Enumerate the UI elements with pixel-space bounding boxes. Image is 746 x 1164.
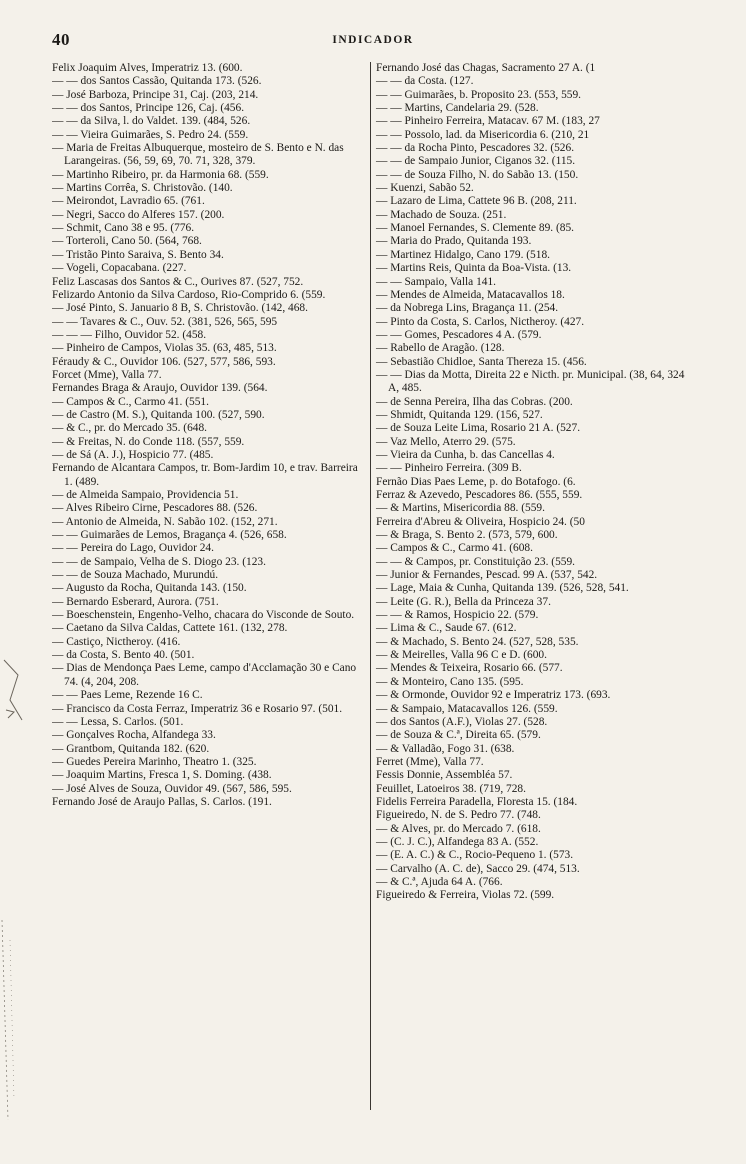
directory-entry: — José Barboza, Principe 31, Caj. (203, 214.	[52, 88, 259, 101]
directory-entry: — — Paes Leme, Rezende 16 C.	[52, 689, 203, 702]
directory-entry: — — Guimarães, b. Proposito 23. (553, 559.	[376, 88, 582, 101]
directory-entry: — Schmit, Cano 38 e 95. (776.	[52, 222, 195, 235]
directory-entry: Figueiredo & Ferreira, Violas 72. (599.	[376, 889, 555, 902]
directory-entry: — — Pinheiro Ferreira. (309 B.	[376, 462, 522, 475]
directory-entry: — Lazaro de Lima, Cattete 96 B. (208, 211.	[376, 195, 577, 208]
directory-entry: — Vieira da Cunha, b. das Cancellas 4.	[376, 448, 555, 461]
directory-entry: — & Braga, S. Bento 2. (573, 579, 600.	[376, 529, 558, 542]
directory-entry: — Augusto da Rocha, Quitanda 143. (150.	[52, 582, 247, 595]
directory-entry: — — da Rocha Pinto, Pescadores 32. (526.	[376, 142, 575, 155]
directory-entry: — Alves Ribeiro Cirne, Pescadores 88. (526.	[52, 502, 258, 515]
directory-entry: — & Alves, pr. do Mercado 7. (618.	[376, 822, 541, 835]
page-number: 40	[52, 30, 70, 49]
directory-entry: — Maria de Freitas Albuquerque, mosteiro de S. Bento e N. das Larangeiras. (56, 59, 69, 70. 71, 328, 379.	[52, 142, 344, 168]
directory-entry: — Torteroli, Cano 50. (564, 768.	[52, 235, 202, 248]
directory-entry: — (E. A. C.) & C., Rocio-Pequeno 1. (573.	[376, 849, 574, 862]
directory-entry: — Manoel Fernandes, S. Clemente 89. (85.	[376, 222, 575, 235]
directory-entry: — — dos Santos, Principe 126, Caj. (456.	[52, 102, 245, 115]
directory-entry: — dos Santos (A.F.), Violas 27. (528.	[376, 715, 548, 728]
directory-entry: — — & Campos, pr. Constituição 23. (559.	[376, 555, 576, 568]
directory-entry: — Caetano da Silva Caldas, Cattete 161. (132, 278.	[52, 622, 288, 635]
directory-entry: — Junior & Fernandes, Pescad. 99 A. (537, 542.	[376, 569, 598, 582]
directory-entry: Fidelis Ferreira Paradella, Floresta 15. (184.	[376, 795, 578, 808]
directory-entry: — — — Filho, Ouvidor 52. (458.	[52, 328, 207, 341]
directory-entry: Fernando de Alcantara Campos, tr. Bom-Jardim 10, e trav. Barreira 1. (489.	[52, 462, 358, 488]
directory-entry: — — da Costa. (127.	[376, 75, 474, 88]
directory-entry: — Martinho Ribeiro, pr. da Harmonia 68. (559.	[52, 168, 269, 181]
directory-entry: — Vogeli, Copacabana. (227.	[52, 262, 187, 275]
directory-entry: — Joaquim Martins, Fresca 1, S. Doming. (438.	[52, 769, 272, 782]
directory-entry: — — & Ramos, Hospicio 22. (579.	[376, 609, 539, 622]
directory-entry: — — Vieira Guimarães, S. Pedro 24. (559.	[52, 128, 249, 141]
directory-entry: — Sebastião Chidloe, Santa Thereza 15. (456.	[376, 355, 587, 368]
directory-entry: — — de Sampaio Junior, Ciganos 32. (115.	[376, 155, 576, 168]
directory-entry: Figueiredo, N. de S. Pedro 77. (748.	[376, 809, 541, 822]
directory-entry: — Guedes Pereira Marinho, Theatro 1. (325.	[52, 755, 257, 768]
directory-entry: — & Freitas, N. do Conde 118. (557, 559.	[52, 435, 245, 448]
directory-entry: — — Possolo, lad. da Misericordia 6. (210, 21	[376, 128, 590, 141]
directory-entry: — Gonçalves Rocha, Alfandega 33.	[52, 729, 216, 742]
directory-entry: — Maria do Prado, Quitanda 193.	[376, 235, 532, 248]
directory-entry: — Grantbom, Quitanda 182. (620.	[52, 742, 210, 755]
directory-entry: — de Souza Leite Lima, Rosario 21 A. (527.	[376, 422, 581, 435]
directory-entry: — — Dias da Motta, Direita 22 e Nicth. pr. Municipal. (38, 64, 324 A, 485.	[376, 368, 685, 395]
directory-entry: — Lage, Maia & Cunha, Quitanda 139. (526, 528, 541.	[376, 582, 629, 595]
running-head: INDICADOR	[332, 34, 414, 46]
directory-entry: — & Meirelles, Valla 96 C e D. (600.	[376, 649, 547, 662]
directory-entry: — — Lessa, S. Carlos. (501.	[52, 715, 184, 728]
directory-entry: — de Sá (A. J.), Hospicio 77. (485.	[52, 448, 214, 461]
directory-entry: — Martinez Hidalgo, Cano 179. (518.	[376, 248, 550, 261]
margin-ink-marks	[0, 620, 38, 1120]
directory-entry: — — Pinheiro Ferreira, Matacav. 67 M. (183, 27	[376, 115, 600, 128]
directory-entry: — de Castro (M. S.), Quitanda 100. (527, 590.	[52, 408, 265, 421]
directory-entry: — da Nobrega Lins, Bragança 11. (254.	[376, 302, 559, 315]
directory-entry: — — Guimarães de Lemos, Bragança 4. (526, 658.	[52, 529, 287, 542]
directory-entry: — (C. J. C.), Alfandega 83 A. (552.	[376, 835, 539, 848]
directory-entry: — & C., pr. do Mercado 35. (648.	[52, 422, 208, 435]
directory-entry: — Leite (G. R.), Bella da Princeza 37.	[376, 595, 551, 608]
directory-entry: Forcet (Mme), Valla 77.	[52, 368, 162, 381]
directory-entry: Fessis Donnie, Assembléa 57.	[376, 769, 513, 782]
directory-entry: — — de Souza Filho, N. do Sabão 13. (150.	[376, 168, 579, 181]
directory-entry: — Martins Reis, Quinta da Boa-Vista. (13.	[376, 262, 572, 275]
directory-entry: Felix Joaquim Alves, Imperatriz 13. (600.	[52, 62, 243, 74]
directory-entry: — Kuenzi, Sabão 52.	[376, 182, 474, 195]
directory-entry: — José Alves de Souza, Ouvidor 49. (567, 586, 595.	[52, 782, 292, 795]
directory-entry: — & Martins, Misericordia 88. (559.	[376, 502, 545, 515]
directory-entry: Ferraz & Azevedo, Pescadores 86. (555, 559.	[376, 489, 583, 501]
directory-entry: — — da Silva, l. do Valdet. 139. (484, 526.	[52, 115, 251, 128]
directory-entry: Felizardo Antonio da Silva Cardoso, Rio-Comprido 6. (559.	[52, 288, 326, 301]
directory-entry: Fernando José das Chagas, Sacramento 27 A. (1	[376, 62, 596, 74]
directory-entry: — Castiço, Nictheroy. (416.	[52, 635, 181, 648]
directory-entry: — Dias de Mendonça Paes Leme, campo d'Acclamação 30 e Cano 74. (4, 204, 208.	[52, 662, 357, 688]
directory-entry: — da Costa, S. Bento 40. (501.	[52, 649, 195, 662]
directory-entry: — Carvalho (A. C. de), Sacco 29. (474, 513.	[376, 862, 580, 875]
directory-entry: Féraudy & C., Ouvidor 106. (527, 577, 586, 593.	[52, 355, 276, 368]
directory-entry: — Boeschenstein, Engenho-Velho, chacara do Visconde de Souto.	[52, 609, 355, 622]
directory-entry: Fernão Dias Paes Leme, p. do Botafogo. (6.	[376, 475, 576, 488]
directory-entry: — de Souza & C.ª, Direita 65. (579.	[376, 729, 541, 742]
directory-entry: — — Gomes, Pescadores 4 A. (579.	[376, 328, 542, 341]
directory-entry: — — de Sampaio, Velha de S. Diogo 23. (123.	[52, 555, 266, 568]
directory-entry: — Vaz Mello, Aterro 29. (575.	[376, 435, 516, 448]
directory-entry: — Meirondot, Lavradio 65. (761.	[52, 195, 205, 208]
directory-entry: — Machado de Souza. (251.	[376, 208, 507, 221]
directory-entry: Ferret (Mme), Valla 77.	[376, 755, 484, 768]
directory-entry: — Rabello de Aragão. (128.	[376, 342, 505, 355]
directory-entry: — — de Souza Machado, Murundú.	[52, 569, 219, 582]
directory-entry: — Martins Corrêa, S. Christovão. (140.	[52, 182, 233, 195]
directory-entry: — Mendes & Teixeira, Rosario 66. (577.	[376, 662, 563, 675]
directory-entry: Fernando José de Araujo Pallas, S. Carlos. (191.	[52, 795, 272, 808]
directory-entry: — de Almeida Sampaio, Providencia 51.	[52, 489, 239, 501]
directory-entry: — & Valladão, Fogo 31. (638.	[376, 742, 515, 755]
directory-entry: — Shmidt, Quitanda 129. (156, 527.	[376, 408, 543, 421]
directory-entry: Fernandes Braga & Araujo, Ouvidor 139. (564.	[52, 382, 268, 395]
directory-entry: — Negri, Sacco do Alferes 157. (200.	[52, 208, 225, 221]
directory-entry: — & Monteiro, Cano 135. (595.	[376, 675, 524, 688]
directory-entry: — de Senna Pereira, Ilha das Cobras. (200.	[376, 395, 573, 408]
directory-entry: — — Sampaio, Valla 141.	[376, 275, 497, 288]
directory-entry: — Tristão Pinto Saraiva, S. Bento 34.	[52, 248, 224, 261]
directory-entry: Feuillet, Latoeiros 38. (719, 728.	[376, 782, 526, 795]
directory-entry: — Pinto da Costa, S. Carlos, Nictheroy. (427.	[376, 315, 585, 328]
directory-entry: — Campos & C., Carmo 41. (551.	[52, 395, 209, 408]
directory-entry: — & Sampaio, Matacavallos 126. (559.	[376, 702, 558, 715]
directory-entry: — Bernardo Esberard, Aurora. (751.	[52, 595, 219, 608]
directory-entry: — — Tavares & C., Ouv. 52. (381, 526, 565, 595	[52, 315, 278, 328]
right-column	[371, 62, 690, 1110]
directory-entry: — & C.ª, Ajuda 64 A. (766.	[376, 875, 503, 888]
directory-entry: — Francisco da Costa Ferraz, Imperatriz 36 e Rosario 97. (501.	[52, 702, 343, 715]
left-column	[52, 62, 371, 1110]
directory-entry: — Mendes de Almeida, Matacavallos 18.	[376, 288, 565, 301]
directory-entry: — — Pereira do Lago, Ouvidor 24.	[52, 542, 214, 555]
directory-entry: — Campos & C., Carmo 41. (608.	[376, 542, 533, 555]
directory-entry: — — Martins, Candelaria 29. (528.	[376, 102, 539, 115]
directory-entry: Feliz Lascasas dos Santos & C., Ourives 87. (527, 752.	[52, 275, 304, 288]
directory-columns	[52, 62, 690, 1110]
directory-entry: — Lima & C., Saude 67. (612.	[376, 622, 517, 635]
directory-entry: — & Machado, S. Bento 24. (527, 528, 535.	[376, 635, 579, 648]
directory-entry: — Antonio de Almeida, N. Sabão 102. (152, 271.	[52, 515, 278, 528]
directory-entry: — & Ormonde, Ouvidor 92 e Imperatriz 173. (693.	[376, 689, 611, 702]
directory-entry: — Pinheiro de Campos, Violas 35. (63, 485, 513.	[52, 342, 277, 355]
directory-entry: Ferreira d'Abreu & Oliveira, Hospicio 24. (50	[376, 515, 585, 528]
directory-entry: — José Pinto, S. Januario 8 B, S. Christovão. (142, 468.	[52, 302, 308, 315]
directory-entry: — — dos Santos Cassão, Quitanda 173. (526.	[52, 75, 262, 88]
